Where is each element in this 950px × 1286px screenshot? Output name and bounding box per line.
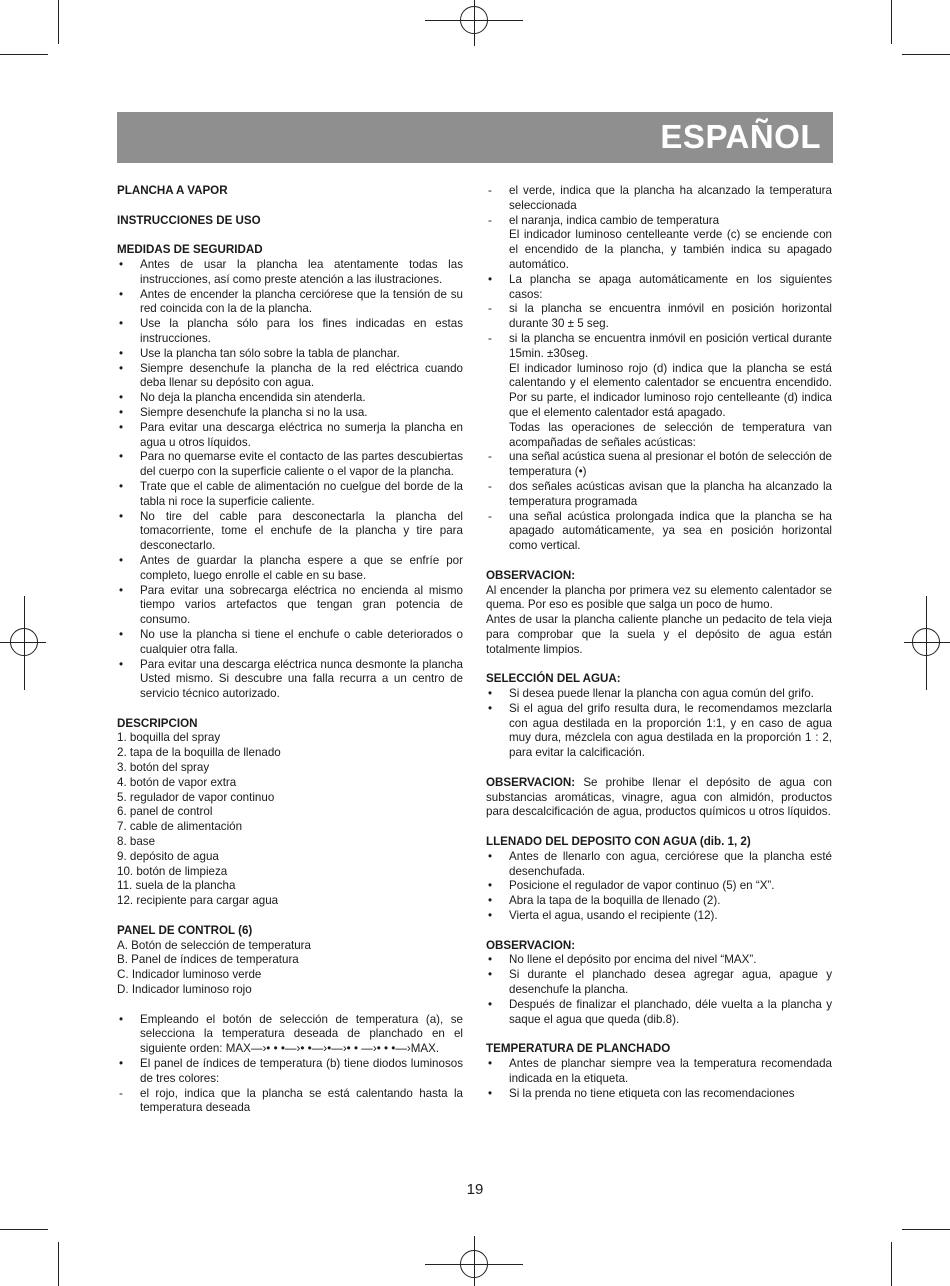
- paragraph: OBSERVACION: Se prohibe llenar el depósito de agua con substancias aromáticas, vinagre, agua con almidón, productos para descalcificación de agua, productos químicos u otros líquidos.: [486, 775, 832, 819]
- registration-mark-line: [24, 596, 25, 690]
- description-item: 11. suela de la plancha: [117, 879, 236, 893]
- list-item: • Antes de llenarlo con agua, cerciórese que la plancha esté desenchufada.: [488, 849, 832, 878]
- description-item: 5. regulador de vapor continuo: [117, 790, 275, 804]
- list-item: • Antes de usar la plancha lea atentamente todas las instrucciones, así como preste atención a las ilustraciones.: [119, 257, 463, 286]
- list-item: • Siempre desenchufe la plancha de la red eléctrica cuando deba llenar su depósito con agua.: [119, 361, 463, 390]
- section-heading-filling: LLENADO DEL DEPOSITO CON AGUA (dib. 1, 2): [486, 835, 751, 849]
- section-heading-temperature: TEMPERATURA DE PLANCHADO: [486, 1042, 671, 1056]
- page-number: 19: [466, 1181, 484, 1198]
- panel-item: C. Indicador luminoso verde: [117, 968, 262, 982]
- paragraph: Al encender la plancha por primera vez su elemento calentador se quema. Por eso es posible que salga un poco de humo.: [486, 583, 832, 612]
- crop-mark: [891, 1242, 892, 1286]
- section-heading-control-panel: PANEL DE CONTROL (6): [117, 923, 253, 937]
- description-item: 9. depósito de agua: [117, 849, 219, 863]
- list-item: • No use la plancha si tiene el enchufe o cable deteriorados o cualquier otra falla.: [119, 627, 463, 656]
- dash-item: - una señal acústica suena al presionar el botón de selección de temperatura (•): [488, 450, 832, 479]
- section-heading-safety: MEDIDAS DE SEGURIDAD: [117, 243, 263, 257]
- document-title: PLANCHA A VAPOR: [117, 184, 228, 197]
- description-item: 7. cable de alimentación: [117, 820, 243, 834]
- list-item: • Para no quemarse evite el contacto de las partes descubiertas del cuerpo con la superficie caliente o el vapor de la plancha.: [119, 450, 463, 479]
- list-item: • Siempre desenchufe la plancha si no la usa.: [119, 405, 368, 419]
- dash-item: - el rojo, indica que la plancha se está calentando hasta la temperatura deseada: [119, 1086, 463, 1115]
- panel-item: B. Panel de índices de temperatura: [117, 953, 299, 967]
- description-item: 4. botón de vapor extra: [117, 775, 237, 789]
- list-item: • Para evitar una descarga eléctrica nunca desmonte la plancha Usted mismo. Si descubre una falla recurra a un centro de servicio técnico autorizado.: [119, 657, 463, 701]
- list-item: • No deja la plancha encendida sin atenderla.: [119, 391, 366, 405]
- description-item: 1. boquilla del spray: [117, 731, 221, 745]
- section-heading-water: SELECCIÓN DEL AGUA:: [486, 672, 621, 686]
- banner-title: ESPAÑOL: [660, 118, 821, 155]
- section-heading-description: DESCRIPCION: [117, 716, 198, 730]
- list-item: • Si desea puede llenar la plancha con agua común del grifo.: [488, 687, 814, 701]
- language-banner: [117, 112, 833, 163]
- list-item: • No tire del cable para desconectarla la plancha del tomacorriente, tome el enchufe de la plancha y tire para desconectarlo.: [119, 509, 463, 553]
- crop-mark: [902, 54, 950, 55]
- observation-label: OBSERVACION:: [486, 775, 576, 789]
- list-item: • Para evitar una sobrecarga eléctrica no encienda al mismo tiempo varios artefactos que tengan gran potencia de consumo.: [119, 583, 463, 627]
- description-item: 8. base: [117, 835, 156, 849]
- crop-mark: [891, 0, 892, 44]
- dash-item: - el verde, indica que la plancha ha alcanzado la temperatura seleccionada: [488, 184, 832, 212]
- dash-item: - si la plancha se encuentra inmóvil en posición horizontal durante 30 ± 5 seg.: [488, 302, 832, 331]
- panel-item: D. Indicador luminoso rojo: [117, 983, 252, 997]
- description-item: 6. panel de control: [117, 805, 213, 819]
- panel-item: A. Botón de selección de temperatura: [117, 938, 311, 952]
- list-item: • Abra la tapa de la boquilla de llenado (2).: [488, 894, 721, 908]
- crop-mark: [0, 54, 48, 55]
- list-item: • Vierta el agua, usando el recipiente (12).: [488, 909, 718, 923]
- list-item: • Antes de planchar siempre vea la temperatura recomendada indicada en la etiqueta.: [488, 1057, 832, 1085]
- right-column: [486, 184, 832, 1101]
- list-item: • Use la plancha tan sólo sobre la tabla de planchar.: [119, 346, 400, 360]
- crop-mark: [0, 1229, 48, 1230]
- paragraph: El indicador luminoso rojo (d) indica que la plancha se está calentando y el elemento calentador se encuentra encendido. Por su parte, el indicador luminoso rojo centelleante (d) indica que el elemento calentador está apagado.: [509, 361, 832, 419]
- document-subtitle: INSTRUCCIONES DE USO: [117, 213, 261, 227]
- dash-item: - dos señales acústicas avisan que la plancha ha alcanzado la temperatura programada: [488, 479, 832, 508]
- list-item: • Después de finalizar el planchado, déle vuelta a la plancha y saque el agua que queda (dib.8).: [488, 997, 832, 1026]
- description-item: 10. botón de limpieza: [117, 864, 228, 878]
- list-item: • Posicione el regulador de vapor continuo (5) en “X”.: [488, 879, 775, 893]
- crop-mark: [58, 0, 59, 44]
- left-column: [117, 184, 463, 1116]
- list-item: • Si durante el planchado desea agregar agua, apague y desenchufe la plancha.: [488, 968, 832, 997]
- registration-mark-line: [474, 1236, 475, 1286]
- list-item: • Antes de encender la plancha cerciórese que la tensión de su red coincida con la de la plancha.: [119, 287, 463, 316]
- list-item: • No llene el depósito por encima del nivel “MAX”.: [488, 953, 757, 967]
- dash-item: - una señal acústica prolongada indica que la plancha se ha apagado automáticamente, ya sea en posición horizontal como vertical.: [488, 509, 832, 553]
- list-item: • Si la prenda no tiene etiqueta con las recomendaciones: [488, 1086, 795, 1100]
- registration-mark-line: [0, 642, 46, 643]
- dash-item: - el naranja, indica cambio de temperatura: [488, 213, 720, 227]
- section-heading-observation: OBSERVACION:: [486, 938, 576, 952]
- list-item: • Trate que el cable de alimentación no cuelgue del borde de la tabla ni roce la superficie caliente.: [119, 479, 463, 508]
- dash-item: - si la plancha se encuentra inmóvil en posición vertical durante 15min. ±30seg.: [488, 331, 832, 360]
- registration-mark-line: [926, 596, 927, 690]
- crop-mark: [58, 1242, 59, 1286]
- list-item: • La plancha se apaga automáticamente en los siguientes casos:: [488, 272, 832, 301]
- description-item: 3. botón del spray: [117, 761, 210, 775]
- list-item: • Use la plancha sólo para los fines indicadas en estas instrucciones.: [119, 317, 463, 345]
- list-item: • Para evitar una descarga eléctrica no sumerja la plancha en agua u otros líquidos.: [119, 420, 463, 449]
- section-heading-observation: OBSERVACION:: [486, 568, 576, 582]
- description-item: 2. tapa de la boquilla de llenado: [117, 746, 281, 760]
- list-item: • Empleando el botón de selección de temperatura (a), se selecciona la temperatura deseada de planchado en el siguiente orden: MAX—›• • •—›• •—›•—›• • —›• • •—›MAX.: [119, 1012, 463, 1056]
- list-item: • El panel de índices de temperatura (b) tiene diodos luminosos de tres colores:: [119, 1057, 463, 1085]
- list-item: • Si el agua del grifo resulta dura, le recomendamos mezclarla con agua destilada en la proporción 1:1, y en caso de agua muy dura, mézclela con agua destilada en la proporción 1 : 2, para evitar la calcificación.: [488, 701, 832, 760]
- paragraph: Todas las operaciones de selección de temperatura van acompañadas de señales acústicas:: [509, 420, 832, 449]
- crop-mark: [902, 1229, 950, 1230]
- paragraph: El indicador luminoso centelleante verde (c) se enciende con el encendido de la plancha, y también indica su apagado automático.: [509, 228, 832, 271]
- registration-mark-line: [474, 0, 475, 46]
- list-item: • Antes de guardar la plancha espere a que se enfríe por completo, luego enrolle el cable en su base.: [119, 553, 463, 582]
- registration-mark-line: [904, 642, 950, 643]
- paragraph: Antes de usar la plancha caliente planche un pedacito de tela vieja para comprobar que la suela y el depósito de agua están totalmente limpios.: [486, 613, 832, 656]
- description-item: 12. recipiente para cargar agua: [117, 894, 279, 908]
